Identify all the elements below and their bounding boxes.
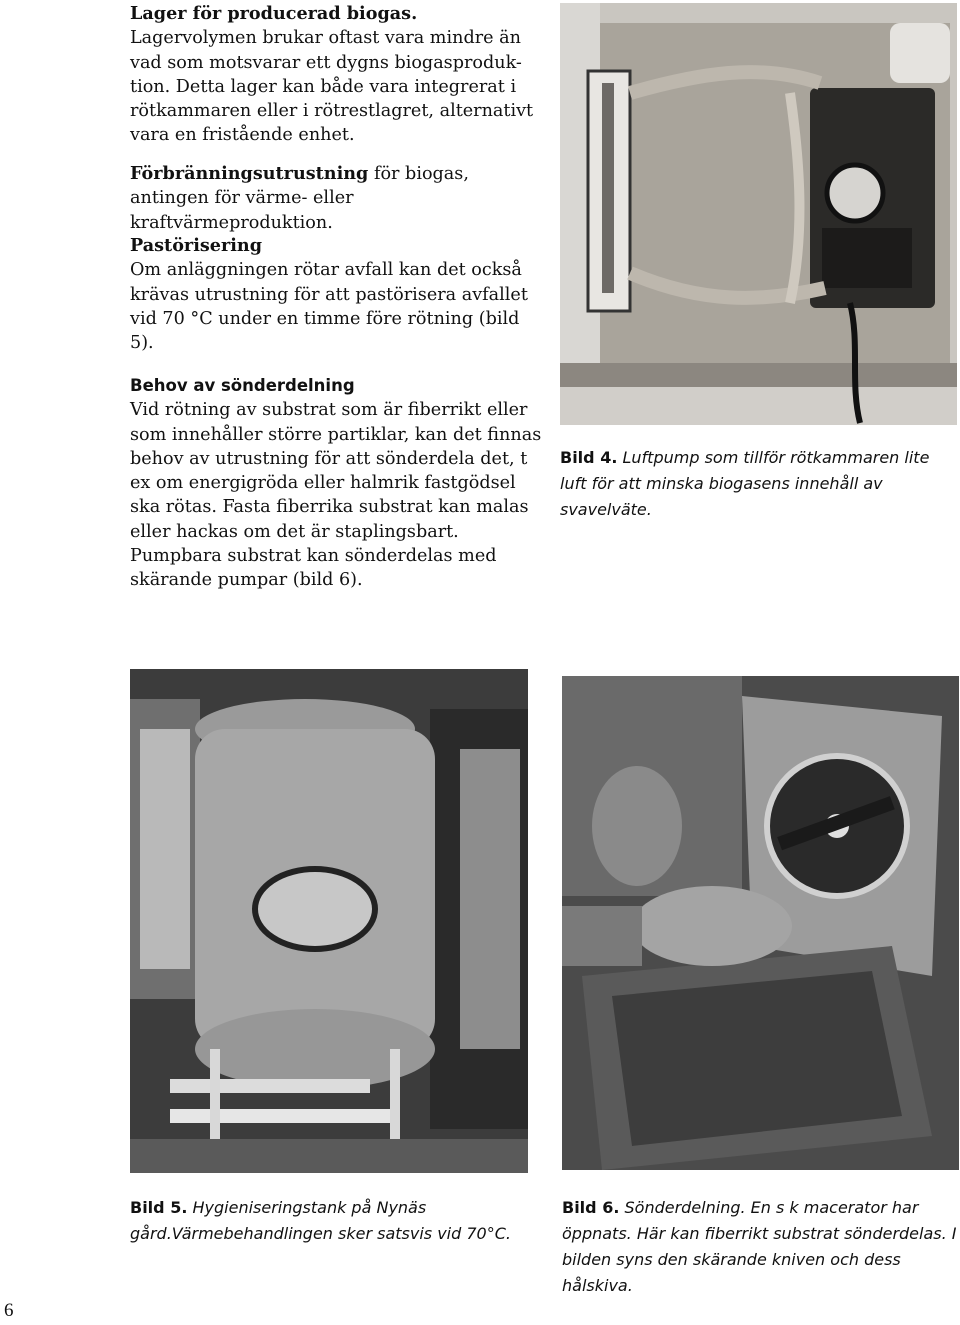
section-heading: Pastörisering [130, 235, 263, 256]
caption-bild-5 [130, 1195, 530, 1247]
caption-text: Sönderdelning. En s k macerator har öppnats. Här kan fiberrikt substrat sönderdelas. I bilden syns den skärande kniven och dess hålskiva. [562, 1198, 957, 1295]
section-biogas-storage [130, 2, 545, 148]
section-body: Om anläggningen rötar avfall kan det också krävas utrustning för att pastörisera avfallet vid 70 °C under en timme före rötning (bild 5). [130, 260, 528, 354]
section-pasteurization [130, 234, 545, 355]
page-number: 6 [4, 1300, 14, 1321]
section-size-reduction [130, 374, 545, 593]
section-heading: Behov av sönderdelning [130, 376, 355, 395]
caption-text: Hygieniseringstank på Nynäs gård.Värmebehandlingen sker satsvis vid 70°C. [130, 1198, 511, 1243]
photo-bild-6-macerator [562, 676, 959, 1170]
photo-bild-4-air-pump [560, 3, 957, 425]
caption-number: Bild 6. [562, 1198, 620, 1217]
caption-bild-6 [562, 1195, 960, 1299]
section-heading: Lager för producerad biogas. [130, 3, 418, 24]
caption-text: Luftpump som tillför rötkammaren lite luft för att minska biogasens innehåll av svavelväte. [560, 448, 930, 519]
caption-bild-4 [560, 445, 960, 523]
section-body: Lagervolymen brukar oftast vara mindre än vad som motsvarar ett dygns biogasproduk-tion. Detta lager kan både vara integrerat i rötkammaren eller i rötrestlagret, alternativt vara en fristående enhet. [130, 28, 534, 146]
caption-number: Bild 5. [130, 1198, 188, 1217]
section-heading: Förbränningsutrustning [130, 163, 369, 184]
section-body: för biogas, antingen för värme- eller kraftvärmeproduktion. [130, 164, 469, 233]
caption-number: Bild 4. [560, 448, 618, 467]
section-combustion-equipment [130, 162, 545, 235]
section-body: Vid rötning av substrat som är fiberrikt eller som innehåller större partiklar, kan det finnas behov av utrustning för att sönderdela det, t ex om energigröda eller halmrik fastgödsel ska rötas. Fasta fiberrika substrat kan malas eller hackas om det är staplingsbart. Pumpbara substrat kan sönderdelas med skärande pumpar (bild 6). [130, 400, 542, 591]
photo-bild-5-hygienization-tank [130, 669, 528, 1173]
